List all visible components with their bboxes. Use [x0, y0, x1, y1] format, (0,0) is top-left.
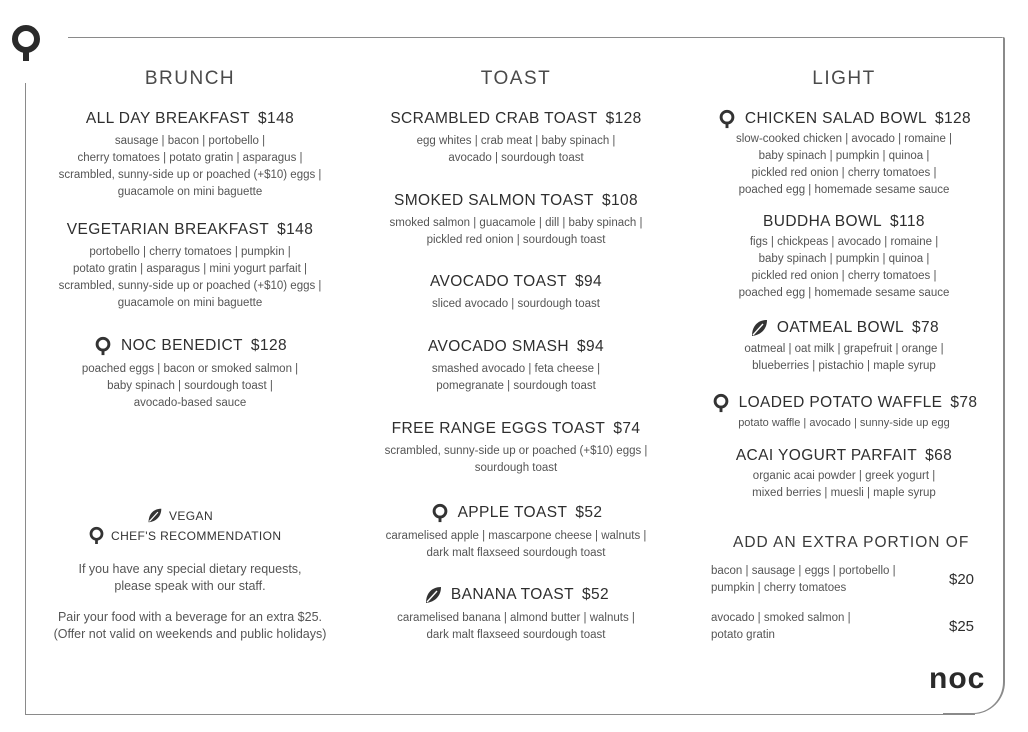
menu-item-avocado-smash	[366, 338, 666, 395]
item-price: $74	[613, 420, 641, 437]
extra-portion-items-1: bacon | sausage | eggs | portobello | pumpkin | cherry tomatoes	[711, 565, 896, 594]
dietary-note: If you have any special dietary requests, please speak with our staff.	[78, 562, 302, 593]
item-price: $94	[574, 273, 603, 290]
item-title: SCRAMBLED CRAB TOAST	[390, 110, 598, 127]
item-description: caramelised banana | almond butter | walnuts | dark malt flaxseed sourdough toast	[397, 612, 635, 641]
extra-portion-price-1: $20	[949, 571, 975, 588]
item-description: potato waffle | avocado | sunny-side up egg	[738, 417, 950, 429]
item-description: portobello | cherry tomatoes | pumpkin | potato gratin | asparagus | mini yogurt parfait | scrambled, sunny-side up or poached (+$10) eggs | guacamole on mini baguette	[58, 246, 322, 309]
frame-left-line	[25, 83, 26, 715]
light-heading: LIGHT	[812, 68, 876, 89]
item-price: $148	[277, 221, 314, 238]
item-title: LOADED POTATO WAFFLE	[738, 394, 943, 411]
menu-item-buddha-bowl	[694, 213, 994, 302]
legend-vegan: VEGAN	[146, 507, 213, 524]
menu-item-avocado-toast	[366, 273, 666, 313]
item-price: $52	[582, 586, 610, 603]
item-title: CHICKEN SALAD BOWL	[744, 110, 927, 127]
leaf-icon	[146, 507, 163, 524]
item-description: egg whites | crab meat | baby spinach | avocado | sourdough toast	[416, 135, 616, 164]
item-title: BUDDHA BOWL	[763, 213, 882, 230]
menu-item-loaded-potato-waffle	[694, 393, 994, 432]
item-price: $118	[890, 213, 925, 230]
item-price: $68	[925, 447, 953, 464]
item-description: smashed avocado | feta cheese | pomegranate | sourdough toast	[431, 363, 601, 392]
extra-portion-price-2: $25	[949, 618, 975, 635]
item-price: $52	[575, 504, 603, 521]
item-price: $128	[934, 110, 972, 127]
item-title: OATMEAL BOWL	[776, 319, 905, 336]
item-description: smoked salmon | guacamole | dill | baby spinach | pickled red onion | sourdough toast	[389, 217, 643, 246]
item-description: poached eggs | bacon or smoked salmon | baby spinach | sourdough toast | avocado-based sauce	[81, 363, 299, 409]
item-price: $108	[601, 192, 639, 209]
frame-right-line	[1003, 37, 1005, 682]
item-description: organic acai powder | greek yogurt | mixed berries | muesli | maple syrup	[752, 470, 936, 499]
frame-bottom-line	[25, 714, 975, 715]
item-description: figs | chickpeas | avocado | romaine | baby spinach | pumpkin | quinoa | pickled red onion | cherry tomatoes | poached egg | homemade sesame sauce	[738, 236, 950, 299]
item-description: scrambled, sunny-side up or poached (+$10) eggs | sourdough toast	[384, 445, 648, 474]
item-description: sausage | bacon | portobello | cherry tomatoes | potato gratin | asparagus | scrambled, sunny-side up or poached (+$10) eggs | guacamole on mini baguette	[58, 135, 322, 198]
item-title: NOC BENEDICT	[120, 337, 243, 354]
beverage-note: Pair your food with a beverage for an extra $25. (Offer not valid on weekends and public holidays)	[53, 610, 327, 641]
item-title: AVOCADO SMASH	[427, 338, 569, 355]
chef-recommendation-pin-icon	[711, 393, 731, 413]
item-price: $128	[605, 110, 642, 127]
menu-item-smoked-salmon-toast	[366, 192, 666, 249]
menu-item-scrambled-crab-toast	[366, 110, 666, 167]
item-description: oatmeal | oat milk | grapefruit | orange | blueberries | pistachio | maple syrup	[744, 343, 944, 372]
menu-item-oatmeal-bowl	[694, 318, 994, 375]
item-title: SMOKED SALMON TOAST	[393, 192, 594, 209]
item-price: $78	[950, 394, 978, 411]
menu-item-acai-yogurt-parfait	[694, 447, 994, 502]
item-price: $148	[258, 110, 295, 127]
chef-recommendation-pin-icon	[717, 109, 737, 129]
item-price: $78	[912, 319, 940, 336]
noc-brand-logo: noc	[929, 662, 986, 695]
item-description: sliced avocado | sourdough toast	[432, 298, 600, 310]
item-price: $128	[250, 337, 287, 354]
legend-chef-recommendation: CHEF'S RECOMMENDATION	[88, 526, 281, 545]
chef-recommendation-pin-icon	[93, 336, 113, 356]
menu-item-noc-benedict	[40, 336, 340, 412]
item-title: BANANA TOAST	[450, 586, 575, 603]
item-title: AVOCADO TOAST	[429, 273, 567, 290]
menu-item-banana-toast	[366, 585, 666, 644]
extra-portion-items-2: avocado | smoked salmon | potato gratin	[711, 612, 851, 641]
vegan-leaf-icon	[749, 318, 769, 338]
noc-pin-logo-icon	[9, 24, 43, 62]
item-description: slow-cooked chicken | avocado | romaine | baby spinach | pumpkin | quinoa | pickled red onion | cherry tomatoes | poached egg | homemade sesame sauce	[735, 133, 953, 196]
pin-icon	[88, 526, 105, 545]
menu-item-chicken-salad-bowl	[694, 109, 994, 199]
item-title: APPLE TOAST	[457, 504, 568, 521]
item-title: FREE RANGE EGGS TOAST	[391, 420, 606, 437]
menu-item-vegetarian-breakfast	[40, 221, 340, 312]
item-title: ACAI YOGURT PARFAIT	[735, 447, 918, 464]
toast-heading: TOAST	[480, 68, 552, 89]
item-title: VEGETARIAN BREAKFAST	[66, 221, 270, 238]
chef-recommendation-pin-icon	[430, 503, 450, 523]
item-title: ALL DAY BREAKFAST	[85, 110, 251, 127]
item-description: caramelised apple | mascarpone cheese | walnuts | dark malt flaxseed sourdough toast	[385, 530, 647, 559]
frame-top-line	[68, 37, 1003, 38]
menu-item-free-range-eggs-toast	[366, 420, 666, 477]
extra-portion-heading: ADD AN EXTRA PORTION OF	[733, 534, 970, 551]
vegan-leaf-icon	[423, 585, 443, 605]
item-price: $94	[576, 338, 605, 355]
brunch-heading: BRUNCH	[144, 68, 236, 89]
menu-item-apple-toast	[366, 503, 666, 562]
menu-item-all-day-breakfast	[40, 110, 340, 201]
